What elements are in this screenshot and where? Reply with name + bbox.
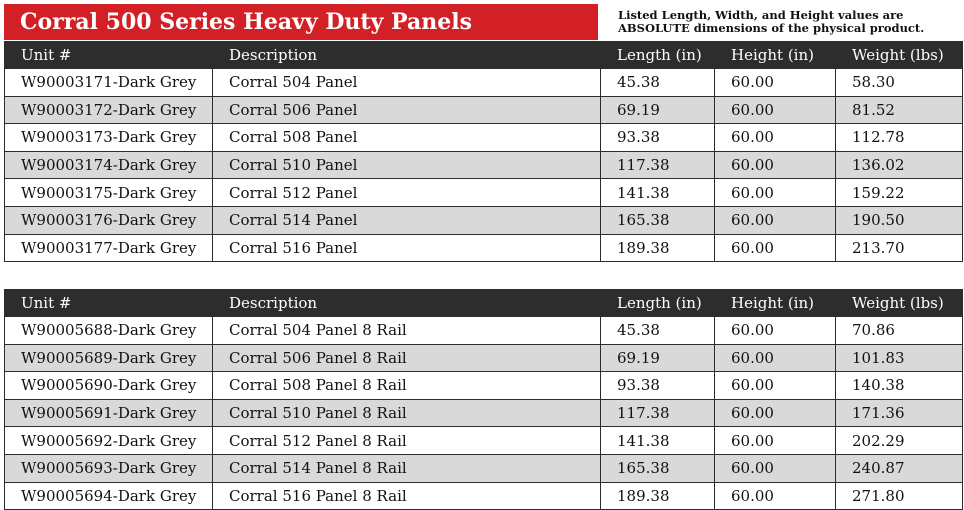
length-cell: 93.38 bbox=[601, 124, 715, 152]
height-cell: 60.00 bbox=[715, 399, 836, 427]
description-cell: Corral 508 Panel bbox=[213, 124, 601, 152]
column-header-length: Length (in) bbox=[601, 42, 715, 69]
weight-cell: 140.38 bbox=[836, 372, 963, 400]
dimensions-note-line-1: Listed Length, Width, and Height values are bbox=[618, 8, 904, 22]
table-row bbox=[5, 317, 963, 345]
description-cell: Corral 508 Panel 8 Rail bbox=[213, 372, 601, 400]
unit-cell: W90005694-Dark Grey bbox=[5, 482, 213, 510]
unit-cell: W90005688-Dark Grey bbox=[5, 317, 213, 345]
length-cell: 165.38 bbox=[601, 454, 715, 482]
column-header-unit: Unit # bbox=[5, 290, 213, 317]
height-cell: 60.00 bbox=[715, 344, 836, 372]
description-cell: Corral 512 Panel bbox=[213, 179, 601, 207]
table-row bbox=[5, 482, 963, 510]
description-cell: Corral 506 Panel bbox=[213, 96, 601, 124]
dimensions-note-line-2: ABSOLUTE dimensions of the physical product. bbox=[618, 21, 925, 35]
description-cell: Corral 516 Panel bbox=[213, 234, 601, 262]
length-cell: 117.38 bbox=[601, 151, 715, 179]
panels-table-8-rail bbox=[4, 289, 963, 510]
table-row bbox=[5, 69, 963, 97]
column-header-height: Height (in) bbox=[715, 42, 836, 69]
height-cell: 60.00 bbox=[715, 234, 836, 262]
weight-cell: 171.36 bbox=[836, 399, 963, 427]
table-row bbox=[5, 96, 963, 124]
unit-cell: W90005692-Dark Grey bbox=[5, 427, 213, 455]
weight-cell: 271.80 bbox=[836, 482, 963, 510]
height-cell: 60.00 bbox=[715, 427, 836, 455]
length-cell: 45.38 bbox=[601, 317, 715, 345]
unit-cell: W90003176-Dark Grey bbox=[5, 206, 213, 234]
column-header-length: Length (in) bbox=[601, 290, 715, 317]
weight-cell: 81.52 bbox=[836, 96, 963, 124]
weight-cell: 240.87 bbox=[836, 454, 963, 482]
length-cell: 69.19 bbox=[601, 344, 715, 372]
height-cell: 60.00 bbox=[715, 482, 836, 510]
table-row bbox=[5, 234, 963, 262]
description-cell: Corral 512 Panel 8 Rail bbox=[213, 427, 601, 455]
table-row bbox=[5, 372, 963, 400]
table-row bbox=[5, 151, 963, 179]
height-cell: 60.00 bbox=[715, 454, 836, 482]
table-row bbox=[5, 124, 963, 152]
height-cell: 60.00 bbox=[715, 96, 836, 124]
weight-cell: 213.70 bbox=[836, 234, 963, 262]
unit-cell: W90003175-Dark Grey bbox=[5, 179, 213, 207]
unit-cell: W90003174-Dark Grey bbox=[5, 151, 213, 179]
weight-cell: 70.86 bbox=[836, 317, 963, 345]
unit-cell: W90005693-Dark Grey bbox=[5, 454, 213, 482]
table-row bbox=[5, 427, 963, 455]
table-body bbox=[5, 69, 963, 262]
length-cell: 165.38 bbox=[601, 206, 715, 234]
unit-cell: W90003172-Dark Grey bbox=[5, 96, 213, 124]
column-header-weight: Weight (lbs) bbox=[836, 42, 963, 69]
column-header-description: Description bbox=[213, 290, 601, 317]
description-cell: Corral 510 Panel 8 Rail bbox=[213, 399, 601, 427]
table-row bbox=[5, 454, 963, 482]
page-title: Corral 500 Series Heavy Duty Panels bbox=[4, 4, 598, 40]
column-header-weight: Weight (lbs) bbox=[836, 290, 963, 317]
table-row bbox=[5, 179, 963, 207]
weight-cell: 58.30 bbox=[836, 69, 963, 97]
unit-cell: W90003171-Dark Grey bbox=[5, 69, 213, 97]
dimensions-note bbox=[618, 9, 958, 35]
weight-cell: 159.22 bbox=[836, 179, 963, 207]
unit-cell: W90003177-Dark Grey bbox=[5, 234, 213, 262]
length-cell: 189.38 bbox=[601, 482, 715, 510]
height-cell: 60.00 bbox=[715, 69, 836, 97]
description-cell: Corral 504 Panel 8 Rail bbox=[213, 317, 601, 345]
height-cell: 60.00 bbox=[715, 317, 836, 345]
table-row bbox=[5, 344, 963, 372]
column-header-unit: Unit # bbox=[5, 42, 213, 69]
height-cell: 60.00 bbox=[715, 206, 836, 234]
table-row bbox=[5, 206, 963, 234]
column-header-description: Description bbox=[213, 42, 601, 69]
weight-cell: 190.50 bbox=[836, 206, 963, 234]
description-cell: Corral 506 Panel 8 Rail bbox=[213, 344, 601, 372]
length-cell: 141.38 bbox=[601, 179, 715, 207]
description-cell: Corral 510 Panel bbox=[213, 151, 601, 179]
table-body bbox=[5, 317, 963, 510]
unit-cell: W90005689-Dark Grey bbox=[5, 344, 213, 372]
table-row bbox=[5, 399, 963, 427]
weight-cell: 202.29 bbox=[836, 427, 963, 455]
height-cell: 60.00 bbox=[715, 151, 836, 179]
length-cell: 189.38 bbox=[601, 234, 715, 262]
weight-cell: 101.83 bbox=[836, 344, 963, 372]
length-cell: 117.38 bbox=[601, 399, 715, 427]
description-cell: Corral 514 Panel 8 Rail bbox=[213, 454, 601, 482]
unit-cell: W90005690-Dark Grey bbox=[5, 372, 213, 400]
height-cell: 60.00 bbox=[715, 124, 836, 152]
height-cell: 60.00 bbox=[715, 179, 836, 207]
table-header-row bbox=[5, 290, 963, 317]
table-header-row bbox=[5, 42, 963, 69]
column-header-height: Height (in) bbox=[715, 290, 836, 317]
description-cell: Corral 516 Panel 8 Rail bbox=[213, 482, 601, 510]
unit-cell: W90005691-Dark Grey bbox=[5, 399, 213, 427]
length-cell: 45.38 bbox=[601, 69, 715, 97]
weight-cell: 136.02 bbox=[836, 151, 963, 179]
weight-cell: 112.78 bbox=[836, 124, 963, 152]
description-cell: Corral 514 Panel bbox=[213, 206, 601, 234]
description-cell: Corral 504 Panel bbox=[213, 69, 601, 97]
panels-table-standard bbox=[4, 41, 963, 262]
length-cell: 93.38 bbox=[601, 372, 715, 400]
length-cell: 141.38 bbox=[601, 427, 715, 455]
unit-cell: W90003173-Dark Grey bbox=[5, 124, 213, 152]
height-cell: 60.00 bbox=[715, 372, 836, 400]
length-cell: 69.19 bbox=[601, 96, 715, 124]
